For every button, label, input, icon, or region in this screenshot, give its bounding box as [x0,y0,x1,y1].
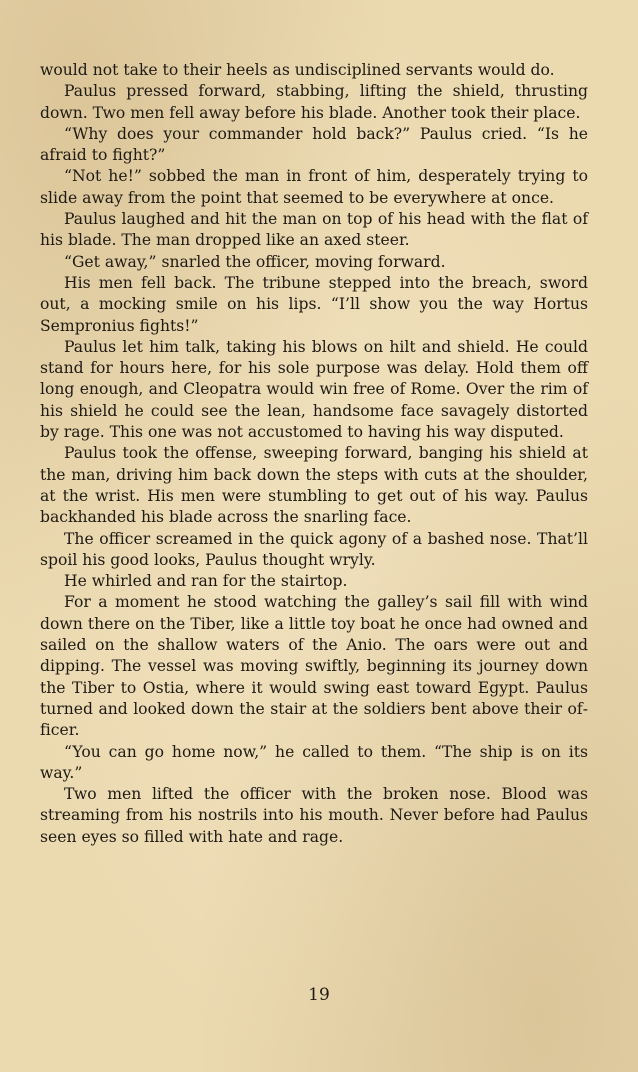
page-number: 19 [308,985,330,1005]
paragraph-4: “Not he!” sobbed the man in front of him, desperately trying to slide away from the point that seemed to be everywhere at once. [40,167,588,207]
paragraph-6: “Get away,” snarled the officer, moving forward. [64,252,446,271]
paragraph-1: would not take to their heels as undisciplined servants would do. [40,61,555,79]
paragraph-9: Paulus took the offense, sweeping forward, banging his shield at the man, driving him back down the steps with cuts at the shoulder, at the wrist. His men were stumbling to get out of his way. Paulus backhanded his blade across the snarling face. [40,444,588,527]
paragraph-13: “You can go home now,” he called to them. “The ship is on its way.” [40,742,588,782]
paragraph-3: “Why does your commander hold back?” Paulus cried. “Is he afraid to fight?” [40,124,588,165]
paragraph-10: The officer screamed in the quick agony of a bashed nose. That’ll spoil his good looks, Paulus thought wryly. [40,529,588,569]
paragraph-5: Paulus laughed and hit the man on top of his head with the flat of his blade. The man dropped like an axed steer. [40,210,588,250]
paragraph-8: Paulus let him talk, taking his blows on hilt and shield. He could stand for hours here, for his sole purpose was delay. Hold them off long enough, and Cleopatra would win free of Rome. Over the rim of his shield he could see the lean, handsome face savagely distorted by rage. This one was not accustomed to having his way disputed. [40,337,588,442]
paragraph-11: He whirled and ran for the stairtop. [64,572,348,591]
paragraph-2: Paulus pressed forward, stabbing, lifting the shield, thrusting down. Two men fell away before his blade. Another took their place. [40,82,588,122]
book-page-text [40,60,588,848]
paragraph-12: For a moment he stood watching the galley’s sail fill with wind down there on the Tiber, like a little toy boat he once had owned and sailed on the shallow waters of the Anio. The oars were out and dipping. The vessel was moving swiftly, beginning its journey down the Tiber to Ostia, where it would swing east toward Egypt. Paulus turned and looked down the stair at the soldiers bent above their officer. [40,593,588,740]
paragraph-14: Two men lifted the officer with the broken nose. Blood was streaming from his nostrils into his mouth. Never before had Paulus seen eyes so filled with hate and rage. [40,785,588,846]
paragraph-7: His men fell back. The tribune stepped into the breach, sword out, a mocking smile on his lips. “I’ll show you the way Hortus Sempronius fights!” [40,273,588,335]
